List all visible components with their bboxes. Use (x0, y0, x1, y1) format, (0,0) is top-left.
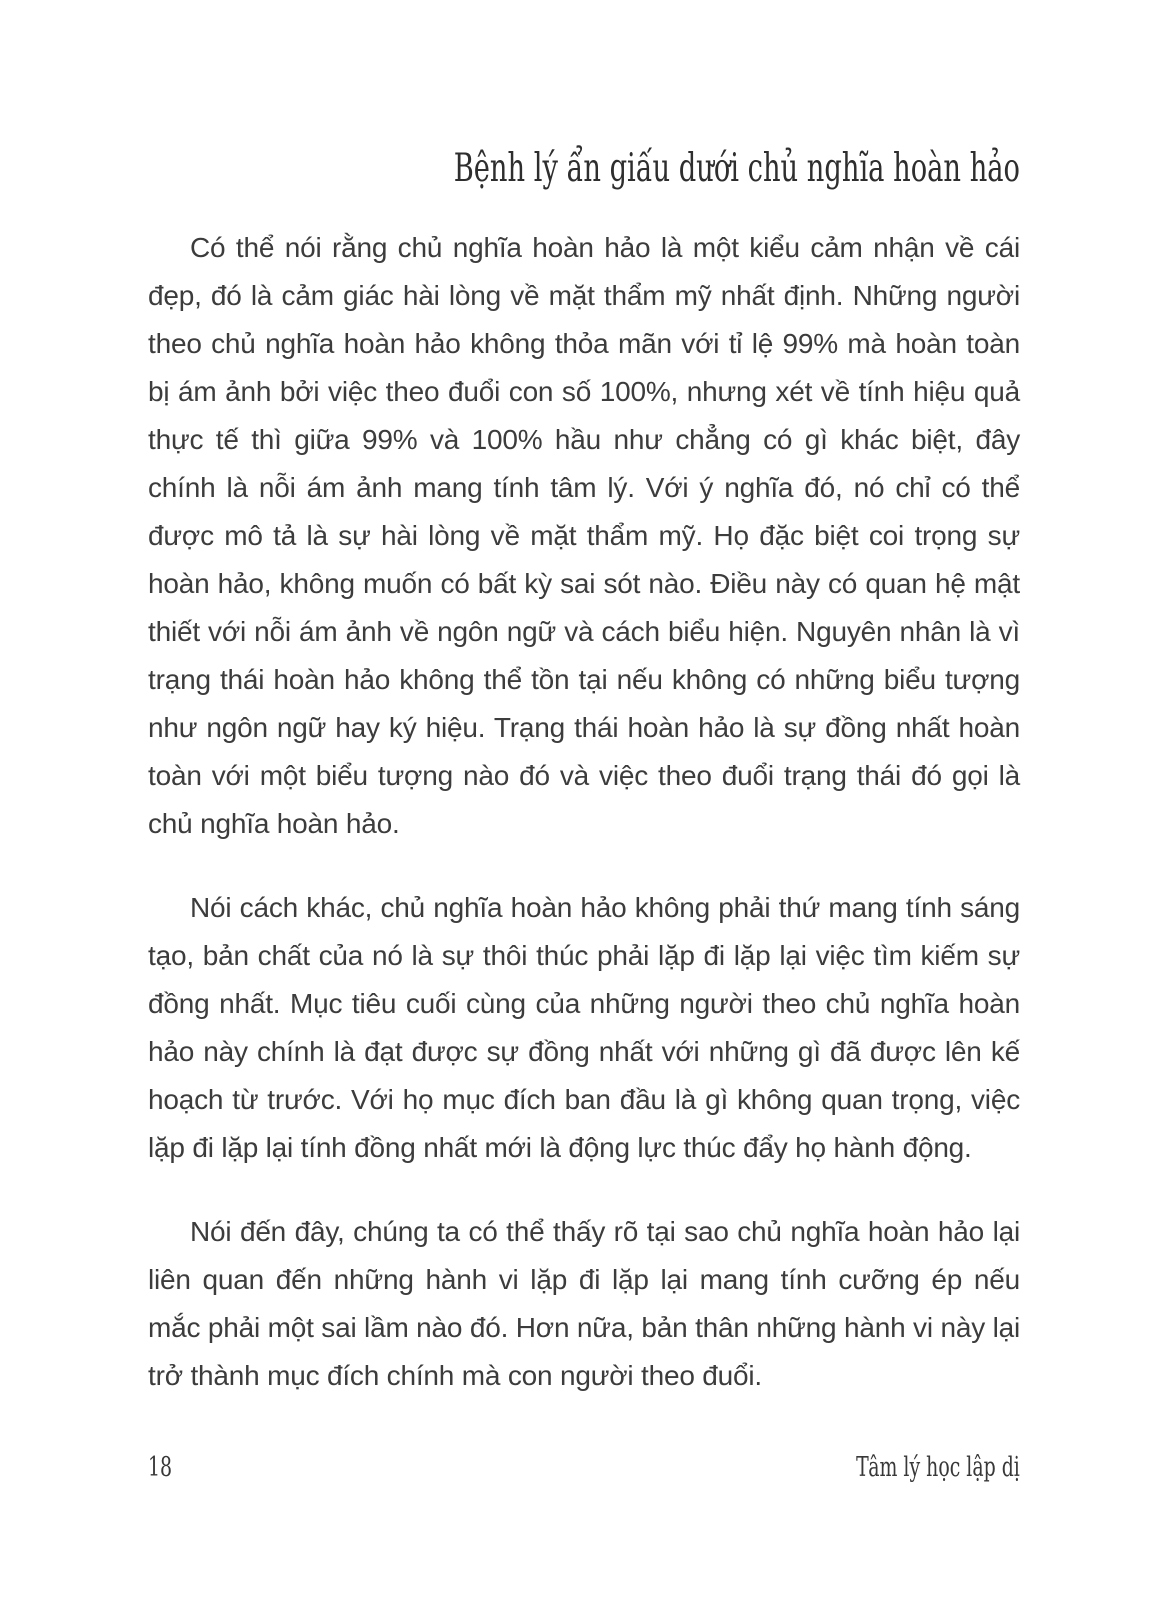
page-number: 18 (148, 1452, 173, 1483)
body-paragraph: Có thể nói rằng chủ nghĩa hoàn hảo là một kiểu cảm nhận về cái đẹp, đó là cảm giác hài lòng về mặt thẩm mỹ nhất định. Những người theo chủ nghĩa hoàn hảo không thỏa mãn với tỉ lệ 99% mà hoàn toàn bị ám ảnh bởi việc theo đuổi con số 100%, nhưng xét về tính hiệu quả thực tế thì giữa 99% và 100% hầu như chẳng có gì khác biệt, đây chính là nỗi ám ảnh mang tính tâm lý. Với ý nghĩa đó, nó chỉ có thể được mô tả là sự hài lòng về mặt thẩm mỹ. Họ đặc biệt coi trọng sự hoàn hảo, không muốn có bất kỳ sai sót nào. Điều này có quan hệ mật thiết với nỗi ám ảnh về ngôn ngữ và cách biểu hiện. Nguyên nhân là vì trạng thái hoàn hảo không thể tồn tại nếu không có những biểu tượng như ngôn ngữ hay ký hiệu. Trạng thái hoàn hảo là sự đồng nhất hoàn toàn với một biểu tượng nào đó và việc theo đuổi trạng thái đó gọi là chủ nghĩa hoàn hảo. (148, 232, 1020, 839)
body-paragraph: Nói đến đây, chúng ta có thể thấy rõ tại sao chủ nghĩa hoàn hảo lại liên quan đến những hành vi lặp đi lặp lại mang tính cưỡng ép nếu mắc phải một sai lầm nào đó. Hơn nữa, bản thân những hành vi này lại trở thành mục đích chính mà con người theo đuổi. (148, 1216, 1020, 1391)
body-paragraph: Nói cách khác, chủ nghĩa hoàn hảo không phải thứ mang tính sáng tạo, bản chất của nó là sự thôi thúc phải lặp đi lặp lại việc tìm kiếm sự đồng nhất. Mục tiêu cuối cùng của những người theo chủ nghĩa hoàn hảo này chính là đạt được sự đồng nhất với những gì đã được lên kế hoạch từ trước. Với họ mục đích ban đầu là gì không quan trọng, việc lặp đi lặp lại tính đồng nhất mới là động lực thúc đẩy họ hành động. (148, 892, 1020, 1163)
body-text-column (148, 224, 1020, 1436)
book-title: Tâm lý học lập dị (856, 1452, 1020, 1483)
chapter-title: Bệnh lý ẩn giấu dưới chủ nghĩa hoàn hảo (453, 146, 1020, 191)
chapter-running-head (148, 146, 1020, 191)
page-footer (148, 1452, 1020, 1483)
